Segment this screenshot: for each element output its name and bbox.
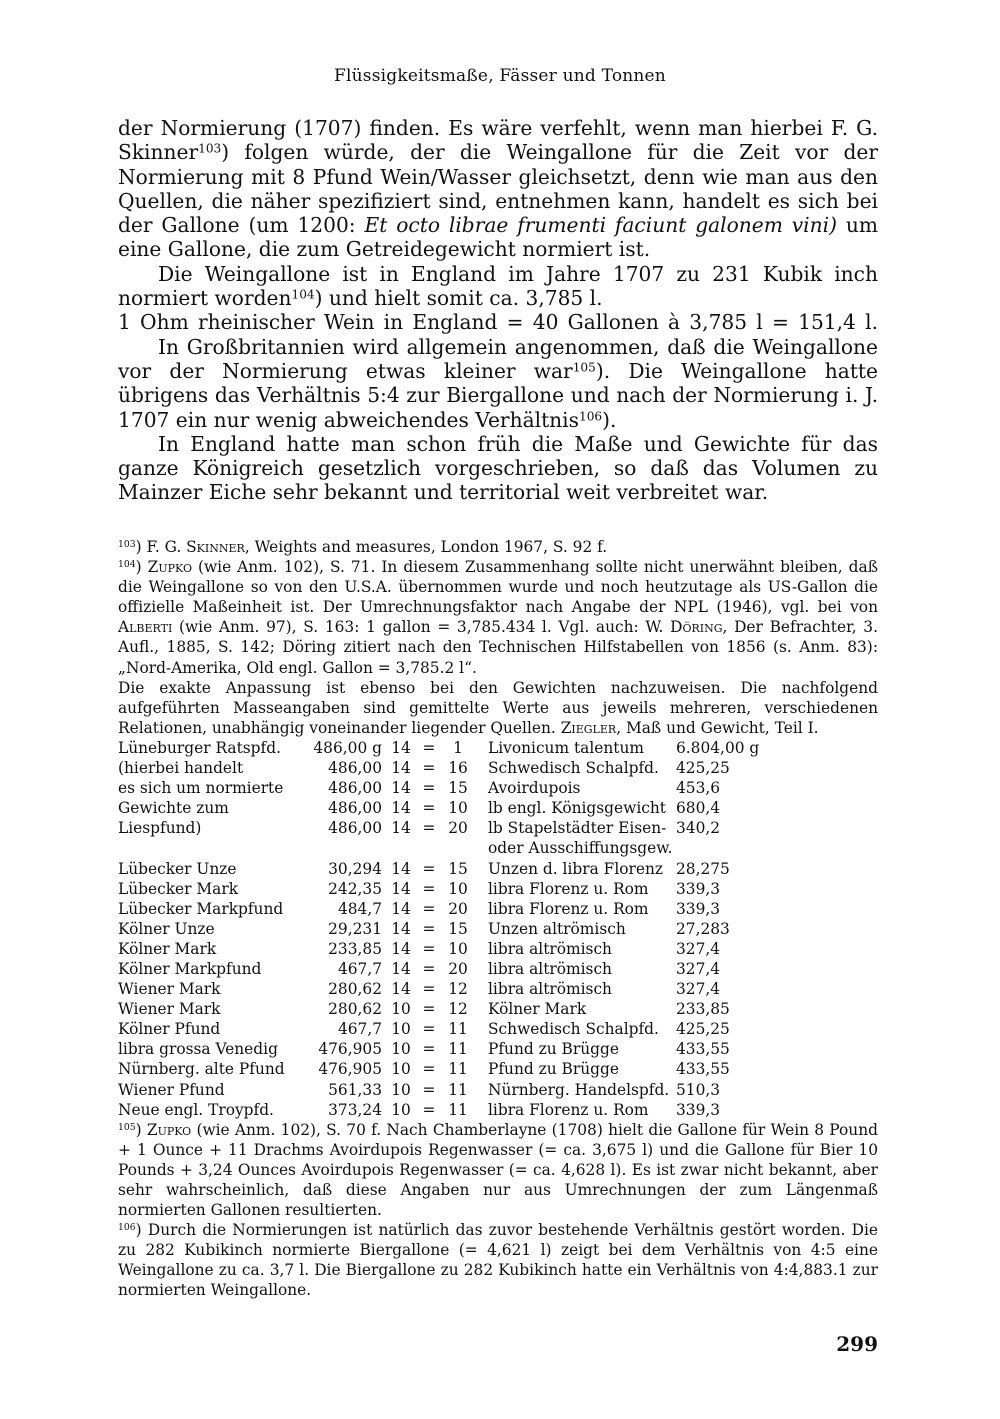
ratio-left: 14: [391, 738, 411, 757]
ratio-left: 14: [391, 759, 411, 778]
main-text: [118, 116, 878, 505]
weight-name: Gewichte zum: [118, 799, 229, 818]
compared-grams: 433,55: [676, 1040, 730, 1059]
weight-name: Liespfund): [118, 819, 202, 838]
equals-sign: =: [422, 1100, 436, 1119]
weight-grams: 242,35: [328, 879, 382, 898]
ratio-right: 10: [448, 799, 468, 818]
weight-name: Kölner Mark: [118, 939, 217, 958]
weight-grams: 467,7: [337, 1020, 382, 1039]
equals-sign: =: [422, 899, 436, 918]
table-row: [118, 1100, 878, 1120]
ratio-left: 14: [391, 779, 411, 798]
text: ) folgen würde, der die Weingallone für die Zeit vor der Normierung mit 8 Pfund Wein/Wasser gleichsetzt, denn wie man aus den Quellen, die näher spezifiziert sind, entnehmen kann, handelt es sich bei der Gallone (um 1200:: [118, 140, 878, 238]
text: , Weights and measures, London 1967, S. 92 f.: [244, 538, 608, 556]
weight-name: Lübecker Unze: [118, 859, 237, 878]
ratio-right: 15: [448, 859, 468, 878]
ratio-left: 14: [391, 859, 411, 878]
running-head: Flüssigkeitsmaße, Fässer und Tonnen: [334, 66, 666, 86]
weight-grams: 476,905: [318, 1060, 382, 1079]
equals-sign: =: [422, 980, 436, 999]
equals-sign: =: [422, 738, 436, 757]
ratio-right: 10: [448, 879, 468, 898]
compared-grams: 425,25: [676, 1020, 730, 1039]
table-row: [118, 1080, 878, 1100]
footnote-104-continued: [118, 678, 878, 738]
text: ) F. G.: [135, 538, 187, 556]
weight-name: Wiener Pfund: [118, 1080, 225, 1099]
footnote-104: [118, 557, 878, 678]
ratio-right: 11: [448, 1060, 468, 1079]
compared-weight: oder Ausschiffungsgew.: [488, 839, 673, 858]
compared-weight: lb engl. Königsgewicht: [488, 799, 666, 818]
table-row: [118, 939, 878, 959]
compared-grams: 233,85: [676, 1000, 730, 1019]
compared-weight: libra altrömisch: [488, 959, 612, 978]
weight-grams: 373,24: [328, 1100, 382, 1119]
equals-sign: =: [422, 1020, 436, 1039]
ratio-left: 10: [391, 1100, 411, 1119]
compared-weight: Schwedisch Schalpfd.: [488, 1020, 659, 1039]
equals-sign: =: [422, 779, 436, 798]
compared-weight: Nürnberg. Handelspfd.: [488, 1080, 670, 1099]
compared-grams: 340,2: [676, 819, 721, 838]
weights-table: [118, 738, 878, 1120]
weight-grams: 486,00: [328, 819, 382, 838]
author-name: Zupko: [147, 558, 192, 577]
ratio-left: 14: [391, 939, 411, 958]
table-row: [118, 899, 878, 919]
table-row: [118, 1019, 878, 1039]
compared-weight: Unzen altrömisch: [488, 919, 626, 938]
table-row: [118, 999, 878, 1019]
ratio-left: 10: [391, 1060, 411, 1079]
table-row: [118, 979, 878, 999]
compared-weight: Schwedisch Schalpfd.: [488, 759, 659, 778]
footnote-number: 104: [118, 559, 136, 571]
weight-name: Nürnberg. alte Pfund: [118, 1060, 285, 1079]
compared-grams: 339,3: [676, 879, 721, 898]
paragraph-2: [118, 262, 878, 311]
weight-grams: 476,905: [318, 1040, 382, 1059]
compared-grams: 453,6: [676, 779, 721, 798]
footnote-ref-103: 103: [198, 141, 222, 156]
text: (wie Anm. 102), S. 70 f. Nach Chamberlayne (1708) hielt die Gallone für Wein 8 Pound + 1 Ounce + 11 Drachms Avoirdupois Regenwasser (= ca. 3,675 l) und die Gallone für Bier 10 Pounds + 3,24 Ounces Avoirdupois Regenwasser (= ca. 4,628 l). Es ist zwar nicht bekannt, aber sehr wahrscheinlich, daß diese Angaben nur aus Umrechnungen der zum Längenmaß normierten Gallonen resultierten.: [118, 1120, 878, 1220]
table-row: [118, 859, 878, 879]
weight-grams: 29,231: [328, 919, 382, 938]
ratio-right: 11: [448, 1020, 468, 1039]
weight-grams: 233,85: [328, 939, 382, 958]
compared-grams: 680,4: [676, 799, 721, 818]
ratio-left: 14: [391, 980, 411, 999]
ratio-right: 15: [448, 779, 468, 798]
ratio-right: 12: [448, 1000, 468, 1019]
table-row: [118, 959, 878, 979]
weight-grams: 30,294: [328, 859, 382, 878]
ratio-left: 14: [391, 799, 411, 818]
equals-sign: =: [422, 819, 436, 838]
paragraph-1: [118, 116, 878, 262]
author-name: Alberti: [118, 618, 173, 637]
text: ): [135, 558, 148, 577]
equals-sign: =: [422, 799, 436, 818]
compared-grams: 327,4: [676, 980, 721, 999]
compared-weight: libra altrömisch: [488, 939, 612, 958]
weight-grams: 561,33: [328, 1080, 382, 1099]
ratio-right: 20: [448, 819, 468, 838]
compared-grams: 433,55: [676, 1060, 730, 1079]
footnotes: [118, 537, 878, 1301]
author-name: Döring: [670, 618, 723, 637]
table-row: [118, 838, 878, 858]
text: ): [135, 1120, 147, 1139]
ratio-left: 14: [391, 899, 411, 918]
compared-grams: 27,283: [676, 919, 730, 938]
weight-name: Wiener Mark: [118, 980, 221, 999]
ratio-right: 11: [448, 1080, 468, 1099]
compared-weight: Avoirdupois: [488, 779, 581, 798]
compared-weight: Livonicum talentum: [488, 738, 644, 757]
compared-weight: libra Florenz u. Rom: [488, 1100, 649, 1119]
equals-sign: =: [422, 1000, 436, 1019]
compared-weight: lb Stapelstädter Eisen-: [488, 819, 667, 838]
text: ).: [602, 407, 617, 432]
ratio-right: 20: [448, 899, 468, 918]
table-row: [118, 818, 878, 838]
page-number: 299: [836, 1332, 878, 1356]
text: ). Die Weingallone hatte übrigens das Verhältnis 5:4 zur Biergallone und nach der Normierung i. J. 1707 ein nur wenig abweichendes Verhältnis: [118, 358, 878, 432]
compared-grams: 6.804,00 g: [676, 738, 760, 757]
ratio-left: 10: [391, 1040, 411, 1059]
author-name: Ziegler: [560, 718, 617, 737]
weight-name: Wiener Mark: [118, 1000, 221, 1019]
equals-sign: =: [422, 1060, 436, 1079]
author-name: Skinner: [186, 538, 245, 556]
footnote-number: 106: [118, 1222, 136, 1234]
footnote-103: [118, 537, 878, 557]
compared-weight: Pfund zu Brügge: [488, 1040, 619, 1059]
ratio-right: 1: [453, 738, 463, 757]
table-row: [118, 758, 878, 778]
footnote-ref-106: 106: [579, 408, 603, 423]
footnote-ref-104: 104: [291, 287, 315, 302]
weight-grams: 484,7: [337, 899, 382, 918]
table-row: [118, 778, 878, 798]
table-row: [118, 1059, 878, 1079]
ratio-left: 14: [391, 879, 411, 898]
paragraph-5: In England hatte man schon früh die Maße und Gewichte für das ganze Königreich gesetzlich vorgeschrieben, so daß das Volumen zu Mainzer Eiche sehr bekannt und territorial weit verbreitet war.: [118, 431, 878, 505]
weight-name: Neue engl. Troypfd.: [118, 1100, 274, 1119]
ratio-left: 14: [391, 959, 411, 978]
ratio-right: 10: [448, 939, 468, 958]
compared-grams: 327,4: [676, 939, 721, 958]
weight-name: es sich um normierte: [118, 779, 284, 798]
weight-name: Lüneburger Ratspfd.: [118, 738, 281, 757]
compared-weight: libra altrömisch: [488, 980, 612, 999]
ratio-right: 12: [448, 980, 468, 999]
text: ) und hielt somit ca. 3,785 l.: [314, 286, 603, 311]
table-row: [118, 738, 878, 758]
ratio-right: 15: [448, 919, 468, 938]
footnote-105: [118, 1120, 878, 1220]
weight-name: (hierbei handelt: [118, 759, 244, 778]
text: Die Weingallone ist in England im Jahre 1707 zu 231 Kubik inch normiert worden: [118, 261, 878, 311]
text: , Maß und Gewicht, Teil I.: [616, 718, 819, 737]
paragraph-4: [118, 335, 878, 432]
compared-weight: Pfund zu Brügge: [488, 1060, 619, 1079]
footnote-number: 105: [118, 1121, 136, 1133]
weight-name: Kölner Unze: [118, 919, 215, 938]
weight-grams: 486,00: [328, 799, 382, 818]
equals-sign: =: [422, 759, 436, 778]
ratio-left: 14: [391, 919, 411, 938]
table-row: [118, 798, 878, 818]
text: um eine Gallone, die zum Getreidegewicht normiert ist.: [118, 213, 879, 262]
weight-name: Lübecker Mark: [118, 879, 239, 898]
table-row: [118, 919, 878, 939]
weight-grams: 486,00 g: [313, 738, 382, 757]
compared-weight: Kölner Mark: [488, 1000, 587, 1019]
weight-name: libra grossa Venedig: [118, 1040, 278, 1059]
latin-quote: Et octo librae frumenti faciunt galonem vini): [364, 213, 837, 238]
compared-grams: 339,3: [676, 1100, 721, 1119]
footnote-ref-105: 105: [572, 360, 596, 375]
ratio-right: 11: [448, 1100, 468, 1119]
weight-name: Kölner Markpfund: [118, 959, 262, 978]
ratio-right: 11: [448, 1040, 468, 1059]
text: In Großbritannien wird allgemein angenommen, daß die Weingallone vor der Normierung etwas kleiner war: [118, 334, 878, 383]
equals-sign: =: [422, 919, 436, 938]
weight-grams: 280,62: [328, 1000, 382, 1019]
weight-name: Lübecker Markpfund: [118, 899, 284, 918]
equals-sign: =: [422, 859, 436, 878]
equals-sign: =: [422, 939, 436, 958]
compared-weight: libra Florenz u. Rom: [488, 899, 649, 918]
ratio-left: 10: [391, 1000, 411, 1019]
text: , Der Befrachter, 3. Aufl., 1885, S. 142; Döring zitiert nach den Technischen Hilfstabellen von 1856 (s. Anm. 83): „Nord-Amerika, Old engl. Gallon = 3,785.2 l“.: [118, 618, 878, 677]
author-name: Zupko: [146, 1120, 192, 1139]
weight-name: Kölner Pfund: [118, 1020, 221, 1039]
text: (wie Anm. 97), S. 163: 1 gallon = 3,785.434 l. Vgl. auch: W.: [172, 618, 671, 637]
compared-grams: 510,3: [676, 1080, 721, 1099]
ratio-left: 10: [391, 1080, 411, 1099]
compared-grams: 327,4: [676, 959, 721, 978]
weight-grams: 486,00: [328, 779, 382, 798]
table-row: [118, 879, 878, 899]
equals-sign: =: [422, 959, 436, 978]
text: Die exakte Anpassung ist ebenso bei den Gewichten nachzuweisen. Die nachfolgend aufgeführten Masseangaben sind gemittelte Werte aus jeweils mehreren, verschiedenen Relationen, unabhängig voneinander liegender Quellen.: [118, 678, 878, 737]
equals-sign: =: [422, 1080, 436, 1099]
weight-grams: 467,7: [337, 959, 382, 978]
compared-grams: 339,3: [676, 899, 721, 918]
text: ) Durch die Normierungen ist natürlich das zuvor bestehende Verhältnis gestört worden. Die zu 282 Kubikinch normierte Biergallone (= 4,621 l) zeigt bei dem Verhältnis von 4:5 eine Weingallone zu ca. 3,7 l. Die Biergallone zu 282 Kubikinch hatte ein Verhältnis von 4:4,883.1 zur normierten Weingallone.: [118, 1221, 878, 1300]
text: (wie Anm. 102), S. 71. In diesem Zusammenhang sollte nicht unerwähnt bleiben, daß die Weingallone so von den U.S.A. übernommen wurde und noch heutzutage als US-Gallon die offizielle Maßeinheit ist. Der Umrechnungsfaktor nach Angabe der NPL (1946), vgl. bei von: [118, 558, 878, 617]
ratio-right: 16: [448, 759, 468, 778]
text: der Normierung (1707) finden. Es wäre verfehlt, wenn man hierbei F. G. Skinner: [118, 116, 878, 165]
ratio-left: 14: [391, 819, 411, 838]
compared-grams: 28,275: [676, 859, 730, 878]
table-row: [118, 1039, 878, 1059]
ratio-left: 10: [391, 1020, 411, 1039]
equals-sign: =: [422, 879, 436, 898]
equation-line: 1 Ohm rheinischer Wein in England = 40 Gallonen à 3,785 l = 151,4 l.: [118, 310, 878, 335]
ratio-right: 20: [448, 959, 468, 978]
weight-grams: 280,62: [328, 980, 382, 999]
equals-sign: =: [422, 1040, 436, 1059]
compared-grams: 425,25: [676, 759, 730, 778]
weight-grams: 486,00: [328, 759, 382, 778]
compared-weight: Unzen d. libra Florenz: [488, 859, 664, 878]
compared-weight: libra Florenz u. Rom: [488, 879, 649, 898]
footnote-number: 103: [118, 538, 136, 550]
footnote-106: [118, 1220, 878, 1300]
